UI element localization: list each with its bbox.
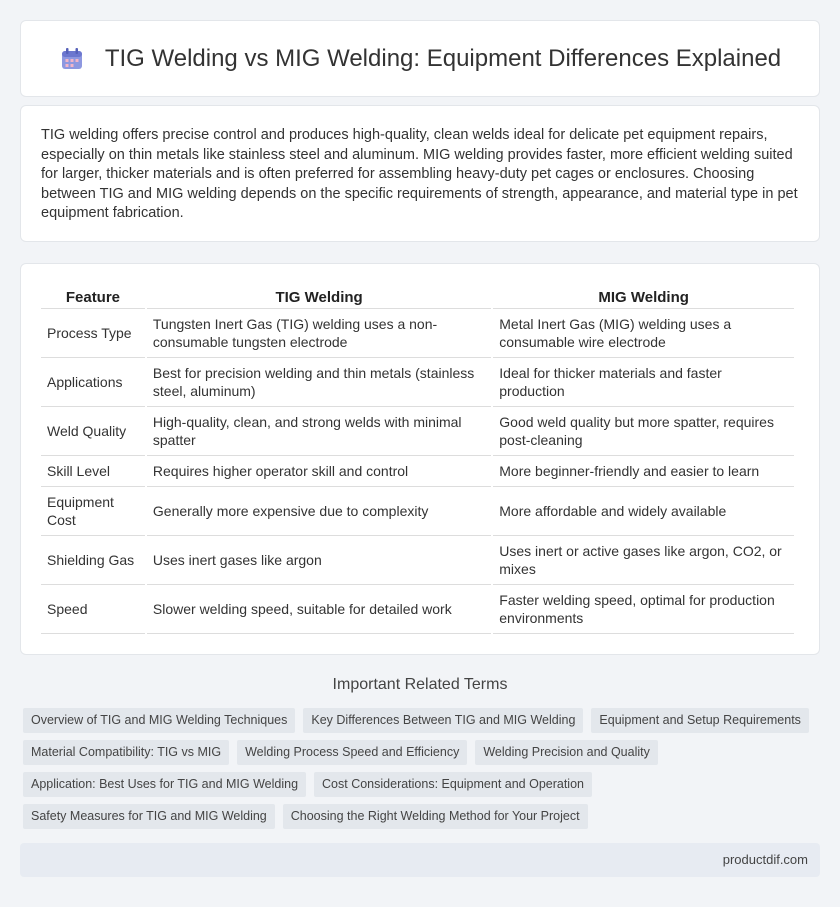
table-cell-mig: Ideal for thicker materials and faster production bbox=[493, 358, 794, 407]
related-term-tag[interactable]: Overview of TIG and MIG Welding Techniques bbox=[23, 708, 295, 733]
related-term-tag[interactable]: Welding Process Speed and Efficiency bbox=[237, 740, 467, 765]
footer bbox=[20, 843, 820, 877]
table-cell-feature: Equipment Cost bbox=[41, 487, 145, 536]
related-term-tag[interactable]: Equipment and Setup Requirements bbox=[591, 708, 809, 733]
table-row bbox=[41, 309, 794, 358]
table-cell-tig: Tungsten Inert Gas (TIG) welding uses a non-consumable tungsten electrode bbox=[147, 309, 491, 358]
related-term-tag[interactable]: Choosing the Right Welding Method for Your Project bbox=[283, 804, 588, 829]
page-header bbox=[20, 20, 820, 97]
related-terms-title: Important Related Terms bbox=[332, 676, 508, 693]
table-cell-feature: Applications bbox=[41, 358, 145, 407]
table-cell-mig: More beginner-friendly and easier to learn bbox=[493, 456, 794, 487]
related-term-tag[interactable]: Welding Precision and Quality bbox=[475, 740, 658, 765]
column-header-feature: Feature bbox=[41, 284, 145, 309]
footer-site-link[interactable]: productdif.com bbox=[722, 852, 808, 867]
comparison-table bbox=[39, 284, 796, 634]
table-cell-tig: Requires higher operator skill and control bbox=[147, 456, 491, 487]
table-cell-feature: Speed bbox=[41, 585, 145, 634]
table-cell-tig: Uses inert gases like argon bbox=[147, 536, 491, 585]
calendar-icon bbox=[59, 46, 85, 72]
column-header-tig: TIG Welding bbox=[147, 284, 491, 309]
table-cell-feature: Skill Level bbox=[41, 456, 145, 487]
table-cell-feature: Process Type bbox=[41, 309, 145, 358]
intro-paragraph: TIG welding offers precise control and produces high-quality, clean welds ideal for delicate pet equipment repairs, especially on thin metals like stainless steel and aluminum. MIG welding provides faster, more efficient welding suited for larger, thicker materials and is often preferred for assembling heavy-duty pet cages or enclosures. Choosing between TIG and MIG welding depends on the specific requirements of strength, appearance, and material type in pet equipment fabrication. bbox=[20, 105, 820, 242]
related-term-tag[interactable]: Key Differences Between TIG and MIG Welding bbox=[303, 708, 583, 733]
table-cell-tig: Slower welding speed, suitable for detailed work bbox=[147, 585, 491, 634]
related-term-tag[interactable]: Safety Measures for TIG and MIG Welding bbox=[23, 804, 275, 829]
table-row bbox=[41, 407, 794, 456]
comparison-table-card bbox=[20, 263, 820, 655]
table-row bbox=[41, 358, 794, 407]
table-cell-mig: Metal Inert Gas (MIG) welding uses a consumable wire electrode bbox=[493, 309, 794, 358]
table-cell-mig: Uses inert or active gases like argon, CO2, or mixes bbox=[493, 536, 794, 585]
table-row bbox=[41, 487, 794, 536]
table-cell-tig: Generally more expensive due to complexity bbox=[147, 487, 491, 536]
page-title: TIG Welding vs MIG Welding: Equipment Differences Explained bbox=[104, 44, 782, 72]
related-term-tag[interactable]: Material Compatibility: TIG vs MIG bbox=[23, 740, 229, 765]
table-cell-feature: Shielding Gas bbox=[41, 536, 145, 585]
table-row bbox=[41, 585, 794, 634]
table-cell-mig: Good weld quality but more spatter, requires post-cleaning bbox=[493, 407, 794, 456]
table-row bbox=[41, 456, 794, 487]
table-row bbox=[41, 536, 794, 585]
related-term-tag[interactable]: Cost Considerations: Equipment and Operation bbox=[314, 772, 592, 797]
related-terms-list bbox=[23, 708, 823, 836]
table-cell-tig: Best for precision welding and thin metals (stainless steel, aluminum) bbox=[147, 358, 491, 407]
table-cell-feature: Weld Quality bbox=[41, 407, 145, 456]
table-cell-mig: Faster welding speed, optimal for production environments bbox=[493, 585, 794, 634]
related-term-tag[interactable]: Application: Best Uses for TIG and MIG Welding bbox=[23, 772, 306, 797]
column-header-mig: MIG Welding bbox=[493, 284, 794, 309]
table-cell-mig: More affordable and widely available bbox=[493, 487, 794, 536]
table-cell-tig: High-quality, clean, and strong welds with minimal spatter bbox=[147, 407, 491, 456]
table-header-row bbox=[41, 284, 794, 309]
